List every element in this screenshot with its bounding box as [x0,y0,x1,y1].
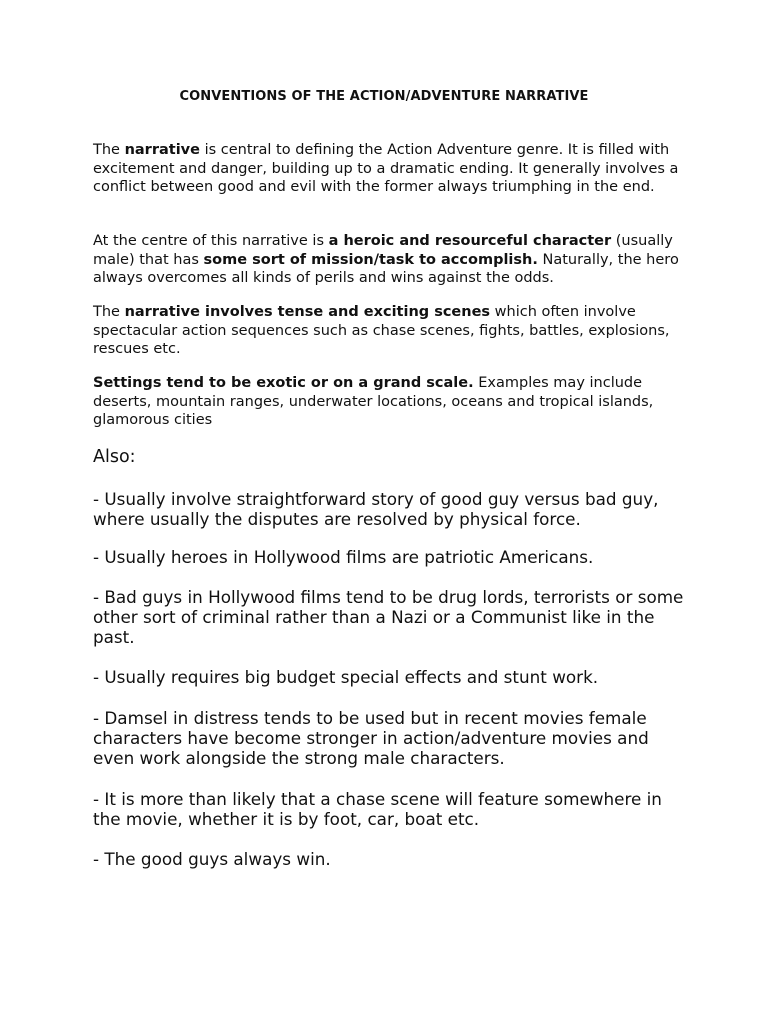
bold-text-segment: some sort of mission/task to accomplish. [203,251,538,268]
also-item: - Usually involve straightforward story of good guy versus bad guy, where usually the disputes are resolved by physical force. [93,489,659,529]
bold-text-segment: Settings tend to be exotic or on a grand scale. [93,375,474,391]
text-segment: is central to defining the Action Adventure genre. It is filled with excitement and danger, building up to a dramatic ending. It generally involves a conflict between good and evil with the former always triumphing in the end. [93,142,679,195]
also-heading: Also: [93,447,136,467]
text-segment: The [93,304,125,320]
also-item: - The good guys always win. [93,849,331,869]
paragraph-hero [93,232,688,288]
text-segment: Naturally, the hero always overcomes all kinds of perils and wins against the odds. [93,251,679,286]
bold-text-segment: a heroic and resourceful character [328,233,612,249]
also-item: - Usually requires big budget special effects and stunt work. [93,667,599,687]
bold-text-segment: narrative [124,142,200,158]
text-segment: (usually male) that has [93,233,673,268]
text-segment: At the centre of this narrative is [93,233,329,249]
paragraph-scenes [93,303,688,359]
paragraph-narrative [93,141,688,197]
bold-text-segment: narrative involves tense and exciting scenes [124,304,491,320]
also-item: - Bad guys in Hollywood films tend to be drug lords, terrorists or some other sort of criminal rather than a Nazi or a Communist like in the past. [93,587,684,647]
page-title: CONVENTIONS OF THE ACTION/ADVENTURE NARRATIVE [179,89,589,104]
text-segment: which often involve spectacular action sequences such as chase scenes, fights, battles, explosions, rescues etc. [93,304,670,357]
text-segment: Examples may include deserts, mountain ranges, underwater locations, oceans and tropical islands, glamorous cities [93,375,654,428]
also-item: - Damsel in distress tends to be used but in recent movies female characters have become stronger in action/adventure movies and even work alongside the strong male characters. [93,708,649,768]
also-item: - Usually heroes in Hollywood films are patriotic Americans. [93,547,594,567]
also-item: - It is more than likely that a chase scene will feature somewhere in the movie, whether it is by foot, car, boat etc. [93,789,662,829]
paragraph-settings [93,374,688,430]
text-segment: The [93,142,125,158]
